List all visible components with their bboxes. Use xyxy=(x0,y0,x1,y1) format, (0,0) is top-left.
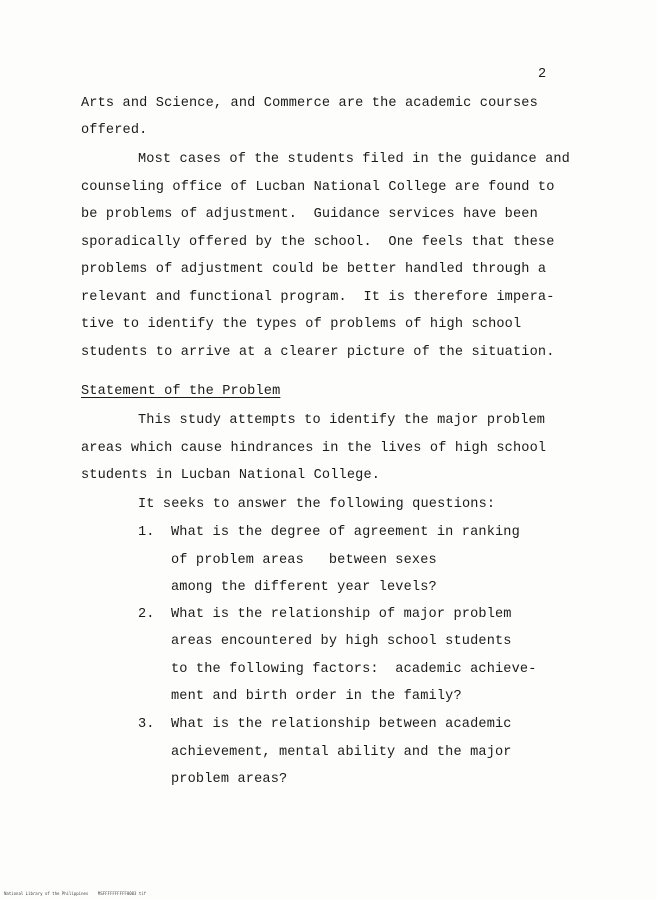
paragraph-2-line: be problems of adjustment. Guidance services have been xyxy=(81,207,538,222)
paragraph-2-line: counseling office of Lucban National College are found to xyxy=(81,180,555,195)
question-line: problem areas? xyxy=(171,772,288,787)
question-number: 1. xyxy=(138,525,155,540)
paragraph-1-line: offered. xyxy=(81,123,148,138)
footer-source-label: National Library of the Philippines MSFFFFFFFFFF0003 tif xyxy=(4,891,147,896)
paragraph-1-line: Arts and Science, and Commerce are the academic courses xyxy=(81,96,538,111)
question-line: of problem areas between sexes xyxy=(171,553,437,568)
question-line: What is the relationship of major problem xyxy=(171,607,512,622)
questions-intro: It seeks to answer the following questions: xyxy=(138,497,496,512)
paragraph-2-line: relevant and functional program. It is therefore impera- xyxy=(81,290,555,305)
paragraph-2-line: students to arrive at a clearer picture of the situation. xyxy=(81,345,555,360)
paragraph-2-line: problems of adjustment could be better handled through a xyxy=(81,262,547,277)
question-line: among the different year levels? xyxy=(171,580,437,595)
question-line: What is the degree of agreement in ranking xyxy=(171,525,520,540)
paragraph-3-line: This study attempts to identify the major problem xyxy=(138,413,546,428)
section-heading: Statement of the Problem xyxy=(81,384,281,399)
question-number: 2. xyxy=(138,607,155,622)
paragraph-2-line: tive to identify the types of problems of high school xyxy=(81,317,522,332)
question-number: 3. xyxy=(138,717,155,732)
question-line: ment and birth order in the family? xyxy=(171,689,462,704)
page-number: 2 xyxy=(538,67,547,82)
paragraph-3-line: areas which cause hindrances in the lives of high school xyxy=(81,441,547,456)
question-line: achievement, mental ability and the major xyxy=(171,745,512,760)
paragraph-3-line: students in Lucban National College. xyxy=(81,468,381,483)
question-line: areas encountered by high school students xyxy=(171,634,512,649)
paragraph-2-line: Most cases of the students filed in the guidance and xyxy=(138,152,570,167)
paragraph-2-line: sporadically offered by the school. One feels that these xyxy=(81,235,555,250)
question-line: What is the relationship between academic xyxy=(171,717,512,732)
question-line: to the following factors: academic achieve- xyxy=(171,662,537,677)
